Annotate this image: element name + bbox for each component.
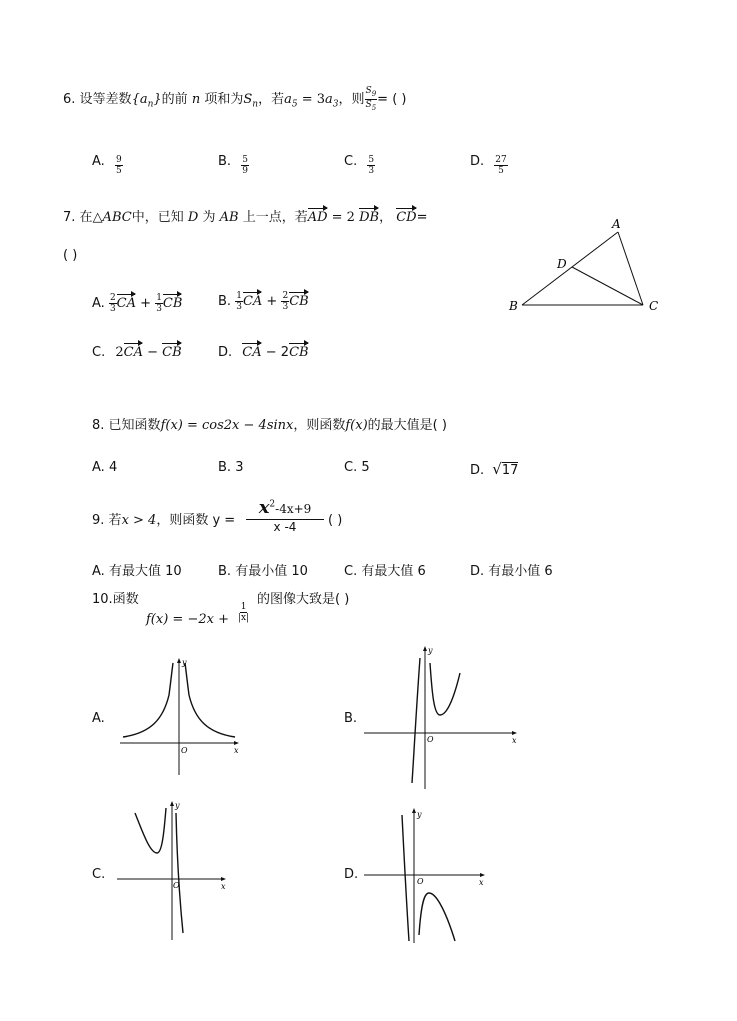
svg-text:y: y [175,801,180,810]
label-d: D [557,257,567,271]
curve-right [185,663,235,737]
vector-ad: AD [307,210,328,225]
question-7-stem: 7. 在△ABC中，已知 D 为 AB 上一点，若AD = 2 DB， CD= [63,210,428,225]
q8-option-c[interactable]: C. 5 [344,460,370,475]
label-c: C [649,299,659,313]
q9-option-a[interactable]: A. 有最大值 10 [92,564,182,579]
q10-tail: 的图像大致是( ) [257,592,350,607]
q6-option-a[interactable]: A. $\frac{9}{5}$ [92,154,122,176]
svg-text:x: x [234,746,239,755]
curve-left [412,658,420,783]
q9-fraction: $x^2-4x+9$ x -4 [246,497,324,534]
q10-option-b-label[interactable]: B. [344,711,358,726]
svg-text:y: y [182,658,187,667]
q8-option-a[interactable]: A. 4 [92,460,118,475]
label-a: A [612,217,621,231]
q7-paren: ( ) [63,248,78,263]
question-10-stem: 10.函数 [92,592,139,607]
curve-right [419,893,455,941]
question-8-stem: 8. 已知函数f(x) = cos2x − 4sinx，则函数f(x)的最大值是( ) [92,418,447,433]
svg-text:O: O [173,881,180,890]
svg-text:O: O [427,735,434,744]
q9-option-c[interactable]: C. 有最大值 6 [344,564,426,579]
q6-option-d[interactable]: D. $\frac{27}{5}$ [470,154,507,176]
svg-text:x: x [512,736,517,745]
sqrt-icon: √ [492,460,502,478]
svg-text:O: O [181,746,188,755]
curve-left [135,808,166,853]
q7-option-d[interactable]: D. CA − 2CB [218,345,309,360]
q9-option-d[interactable]: D. 有最小值 6 [470,564,553,579]
graph-d[interactable] [362,805,492,947]
q6-option-c[interactable]: C. $\frac{5}{3}$ [344,154,375,176]
graph-c[interactable] [115,798,230,943]
q10-option-c-label[interactable]: C. [92,867,106,882]
vector-cd: CD [396,210,417,225]
label-b: B [509,299,518,313]
q10-function: f(x) = −2x + [146,612,229,627]
q10-option-d-label[interactable]: D. [344,867,359,882]
curve-right [430,663,460,715]
svg-text:y: y [428,646,433,655]
svg-text:x: x [221,882,226,891]
question-6-stem: 6. 设等差数$\{a_n\}$的前 n 项和为$S_n$，若$a_5 = 3a_3$，则 $\frac{S_9}{S_5}$ = ( ) [63,86,407,112]
side-ab [522,232,618,305]
q9-option-b[interactable]: B. 有最小值 10 [218,564,308,579]
q6-option-b[interactable]: B. $\frac{5}{9}$ [218,154,248,176]
svg-text:x: x [479,878,484,887]
vector-db: DB [359,210,380,225]
q8-option-b[interactable]: B. 3 [218,460,244,475]
triangle-figure [500,212,670,317]
q8-option-d[interactable]: D. √17 [470,460,519,478]
q9-paren: ( ) [328,513,343,528]
q7-option-a[interactable]: A. $\frac{2}{3}$ CA + $\frac{1}{3}$ CB [92,293,183,314]
svg-text:y: y [417,810,422,819]
curve-left [402,815,409,941]
svg-text:O: O [417,877,424,886]
q10-option-a-label[interactable]: A. [92,711,105,726]
curve-right [176,813,183,933]
graph-b[interactable] [362,643,522,791]
ratio-fraction: $\frac{S_9}{S_5}$ [365,86,377,112]
q7-option-b[interactable]: B. $\frac{1}{3}$ CA + $\frac{2}{3}$ CB [218,291,309,312]
graph-a[interactable] [115,655,245,780]
q7-option-c[interactable]: C. 2CA − CB [92,345,182,360]
question-9-stem: 9. 若x > 4，则函数 y = [92,513,236,528]
curve-left [123,663,173,737]
